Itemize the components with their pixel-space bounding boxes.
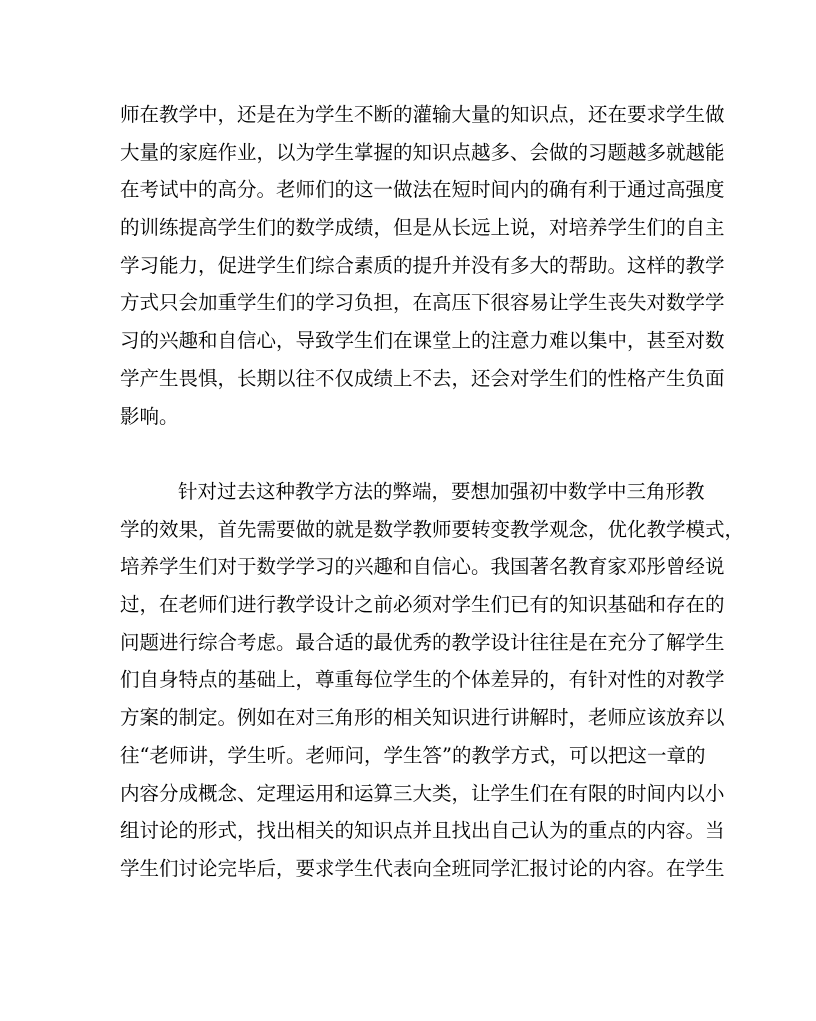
paragraph-line: 内容分成概念、定理运用和运算三大类，让学生们在有限的时间内以小 bbox=[120, 781, 725, 805]
paragraph-line: 针对过去这种教学方法的弊端，要想加强初中数学中三角形教 bbox=[178, 480, 705, 503]
paragraph-line: 方案的制定。例如在对三角形的相关知识进行讲解时，老师应该放弃以 bbox=[120, 706, 725, 730]
paragraph-line: 培养学生们对于数学学习的兴趣和自信心。我国著名教育家邓彤曾经说 bbox=[120, 555, 725, 579]
paragraph-line: 问题进行综合考虑。最合适的最优秀的教学设计往往是在充分了解学生 bbox=[120, 630, 725, 654]
paragraph-line: 影响。 bbox=[120, 404, 179, 428]
paragraph-line: 组讨论的形式，找出相关的知识点并且找出自己认为的重点的内容。当 bbox=[120, 819, 725, 843]
paragraph-line: 学产生畏惧，长期以往不仅成绩上不去，还会对学生们的性格产生负面 bbox=[120, 366, 725, 390]
paragraph-line: 学的效果，首先需要做的就是数学教师要转变教学观念，优化教学模式， bbox=[120, 517, 745, 541]
paragraph-line: 学习能力，促进学生们综合素质的提升并没有多大的帮助。这样的教学 bbox=[120, 253, 725, 277]
paragraph-line: 往“老师讲，学生听。老师问，学生答”的教学方式，可以把这一章的 bbox=[120, 743, 706, 767]
paragraph-line: 的训练提高学生们的数学成绩，但是从长远上说，对培养学生们的自主 bbox=[120, 216, 725, 240]
paragraph-line: 大量的家庭作业，以为学生掌握的知识点越多、会做的习题越多就越能 bbox=[120, 140, 725, 164]
paragraph-line: 师在教学中，还是在为学生不断的灌输大量的知识点，还在要求学生做 bbox=[120, 103, 725, 126]
paragraph-line: 习的兴趣和自信心，导致学生们在课堂上的注意力难以集中，甚至对数 bbox=[120, 329, 725, 353]
paragraph-line: 们自身特点的基础上，尊重每位学生的个体差异的，有针对性的对教学 bbox=[120, 668, 725, 692]
paragraph-line: 方式只会加重学生们的学习负担，在高压下很容易让学生丧失对数学学 bbox=[120, 291, 725, 315]
paragraph-2 bbox=[120, 473, 745, 888]
paragraph-1 bbox=[120, 96, 725, 435]
paragraph-line: 在考试中的高分。老师们的这一做法在短时间内的确有利于通过高强度 bbox=[120, 178, 725, 202]
paragraph-line: 学生们讨论完毕后，要求学生代表向全班同学汇报讨论的内容。在学生 bbox=[120, 856, 725, 880]
paragraph-line: 过，在老师们进行教学设计之前必须对学生们已有的知识基础和存在的 bbox=[120, 593, 725, 617]
